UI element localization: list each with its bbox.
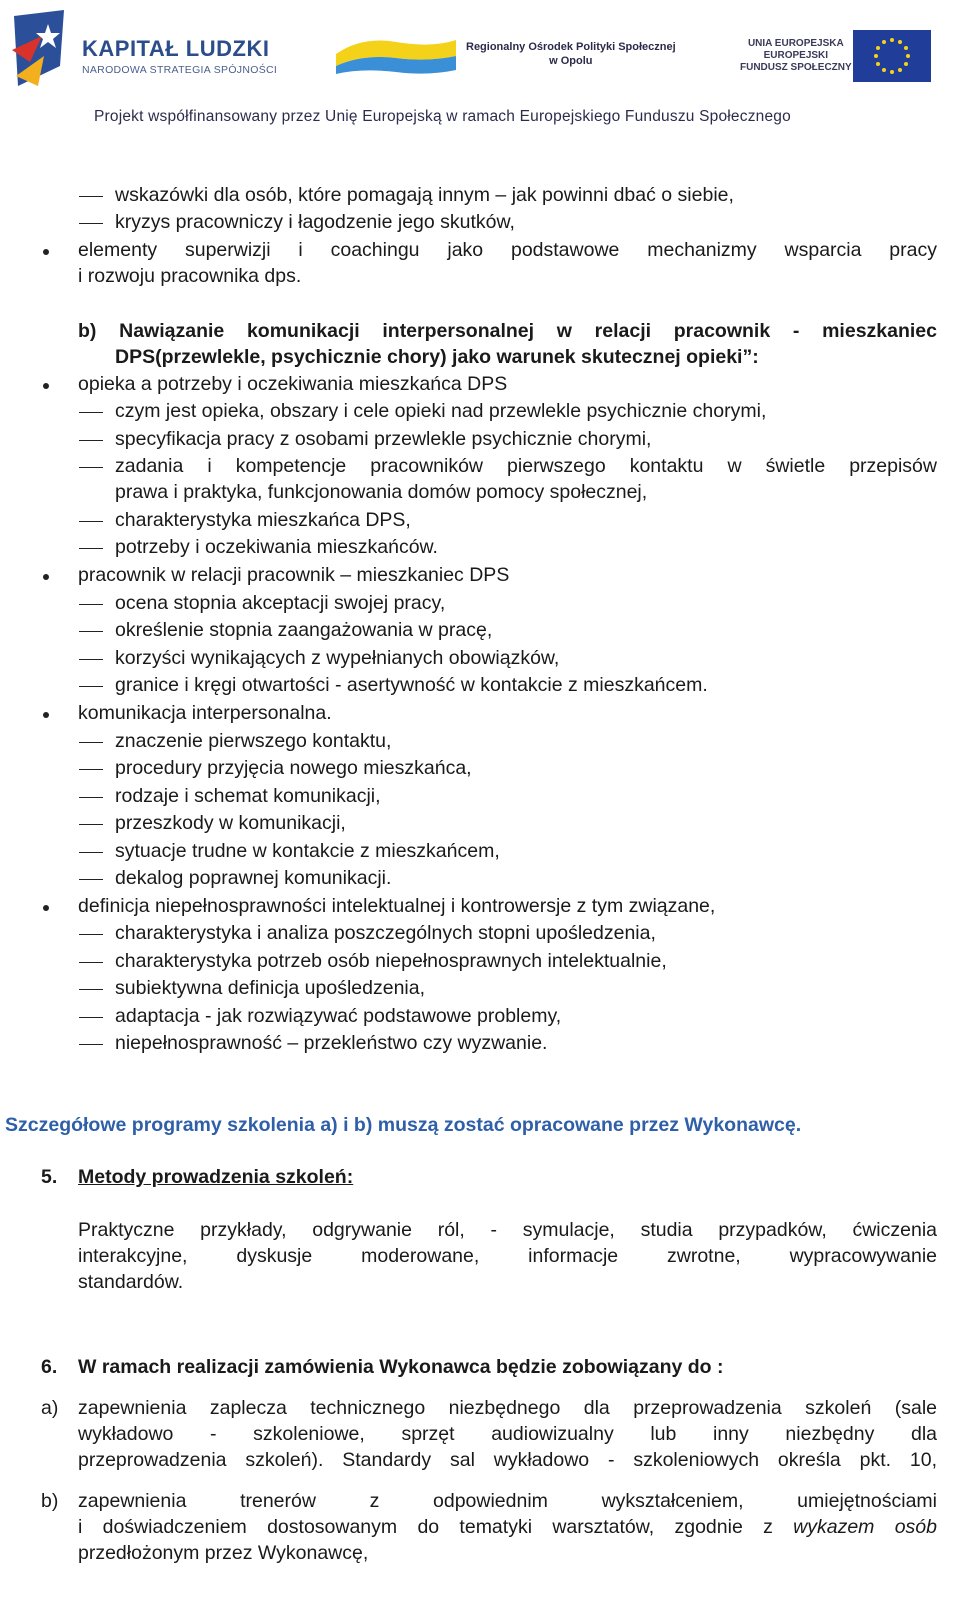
section-6-number: 6. bbox=[41, 1356, 58, 1378]
dash-item: adaptacja - jak rozwiązywać podstawowe problemy, bbox=[115, 1005, 562, 1027]
dash-item: kryzys pracowniczy i łagodzenie jego skutków, bbox=[115, 211, 515, 233]
dash-item: sytuacje trudne w kontakcie z mieszkańcem, bbox=[115, 840, 500, 862]
dash-item: charakterystyka mieszkańca DPS, bbox=[115, 509, 411, 531]
dash-item: charakterystyka potrzeb osób niepełnosprawnych intelektualnie, bbox=[115, 950, 667, 972]
item-b-line: zapewnienia trenerów z odpowiednim wykształceniem, umiejętnościami bbox=[78, 1490, 937, 1512]
item-b-line: przedłożonym przez Wykonawcę, bbox=[78, 1542, 369, 1564]
section-5-title: Metody prowadzenia szkoleń: bbox=[78, 1166, 354, 1188]
dash-item: granice i kręgi otwartości - asertywność w kontakcie z mieszkańcem. bbox=[115, 674, 708, 696]
item-b-line bbox=[78, 1516, 937, 1539]
item-a-line: wykładowo - szkoleniowe, sprzęt audiowizualny lub inny niezbędny dla bbox=[78, 1423, 937, 1445]
item-a-label: a) bbox=[41, 1397, 59, 1419]
eu-flag-icon bbox=[853, 30, 931, 82]
dash-item: wskazówki dla osób, które pomagają innym – jak powinni dbać o siebie, bbox=[115, 184, 734, 206]
item-b-line-text: i doświadczeniem dostosowanym do tematyki warsztatów, zgodnie z bbox=[78, 1516, 794, 1538]
rops-name-line2: w Opolu bbox=[549, 55, 593, 67]
bullet-item: opieka a potrzeby i oczekiwania mieszkańca DPS bbox=[78, 373, 508, 395]
bullet-item: komunikacja interpersonalna. bbox=[78, 702, 332, 724]
dash-item: określenie stopnia zaangażowania w pracę, bbox=[115, 619, 493, 641]
dash-item: przeszkody w komunikacji, bbox=[115, 812, 346, 834]
dash-item: rodzaje i schemat komunikacji, bbox=[115, 785, 381, 807]
dash-item: korzyści wynikających z wypełnianych obowiązków, bbox=[115, 647, 560, 669]
section-5-number: 5. bbox=[41, 1166, 58, 1188]
rops-logo bbox=[332, 32, 460, 76]
rops-name-line1: Regionalny Ośrodek Polityki Społecznej bbox=[466, 41, 676, 53]
dash-item: charakterystyka i analiza poszczególnych stopni upośledzenia, bbox=[115, 922, 656, 944]
ue-line3: FUNDUSZ SPOŁECZNY bbox=[740, 62, 852, 73]
dash-item: ocena stopnia akceptacji swojej pracy, bbox=[115, 592, 446, 614]
program-note: Szczegółowe programy szkolenia a) i b) muszą zostać opracowane przez Wykonawcę. bbox=[5, 1114, 802, 1136]
section-b-heading-cont: DPS(przewlekle, psychicznie chory) jako warunek skutecznej opieki”: bbox=[115, 346, 759, 368]
ue-line2: EUROPEJSKI bbox=[763, 50, 829, 61]
section-5-body-line: Praktyczne przykłady, odgrywanie ról, - symulacje, studia przypadków, ćwiczenia bbox=[78, 1219, 937, 1241]
dash-item-continuation: prawa i praktyka, funkcjonowania domów pomocy społecznej, bbox=[115, 481, 648, 503]
bullet-item: elementy superwizji i coachingu jako podstawowe mechanizmy wsparcia pracy bbox=[78, 239, 937, 261]
kapital-ludzki-logo bbox=[8, 6, 70, 92]
bullet-item-continuation: i rozwoju pracownika dps. bbox=[78, 265, 302, 287]
dash-item: procedury przyjęcia nowego mieszkańca, bbox=[115, 757, 472, 779]
bullet-item: definicja niepełnosprawności intelektualnej i kontrowersje z tym związane, bbox=[78, 895, 716, 917]
dash-item: niepełnosprawność – przekleństwo czy wyzwanie. bbox=[115, 1032, 548, 1054]
dash-item: dekalog poprawnej komunikacji. bbox=[115, 867, 392, 889]
ue-efs-text bbox=[740, 38, 852, 74]
kapital-ludzki-title: KAPITAŁ LUDZKI bbox=[82, 36, 270, 61]
section-6-title: W ramach realizacji zamówienia Wykonawca będzie zobowiązany do : bbox=[78, 1356, 724, 1378]
section-5-body-line: interakcyjne, dyskusje moderowane, informacje zwrotne, wypracowywanie bbox=[78, 1245, 937, 1267]
item-b-italic: wykazem osób bbox=[793, 1516, 937, 1538]
dash-item: znaczenie pierwszego kontaktu, bbox=[115, 730, 392, 752]
item-b-label: b) bbox=[41, 1490, 59, 1512]
section-b-heading: b) Nawiązanie komunikacji interpersonalnej w relacji pracownik - mieszkaniec bbox=[78, 320, 937, 342]
item-a-line: przeprowadzenia szkoleń). Standardy sal wykładowo - szkoleniowych określa pkt. 10, bbox=[78, 1449, 937, 1471]
dash-item: subiektywna definicja upośledzenia, bbox=[115, 977, 426, 999]
section-5-body-line: standardów. bbox=[78, 1271, 184, 1293]
dash-item: zadania i kompetencje pracowników pierwszego kontaktu w świetle przepisów bbox=[115, 455, 937, 477]
page-header bbox=[0, 0, 960, 135]
kapital-ludzki-subtitle: NARODOWA STRATEGIA SPÓJNOŚCI bbox=[82, 64, 278, 76]
rops-name bbox=[466, 40, 676, 68]
dash-item: potrzeby i oczekiwania mieszkańców. bbox=[115, 536, 438, 558]
dash-item: czym jest opieka, obszary i cele opieki nad przewlekle psychicznie chorymi, bbox=[115, 400, 767, 422]
ue-line1: UNIA EUROPEJSKA bbox=[747, 38, 844, 49]
cofinancing-note: Projekt współfinansowany przez Unię Europejską w ramach Europejskiego Funduszu Społecznego bbox=[94, 108, 791, 125]
item-a-line: zapewnienia zaplecza technicznego niezbędnego dla przeprowadzenia szkoleń (sale bbox=[78, 1397, 937, 1419]
dash-item: specyfikacja pracy z osobami przewlekle psychicznie chorymi, bbox=[115, 428, 652, 450]
bullet-item: pracownik w relacji pracownik – mieszkaniec DPS bbox=[78, 564, 510, 586]
